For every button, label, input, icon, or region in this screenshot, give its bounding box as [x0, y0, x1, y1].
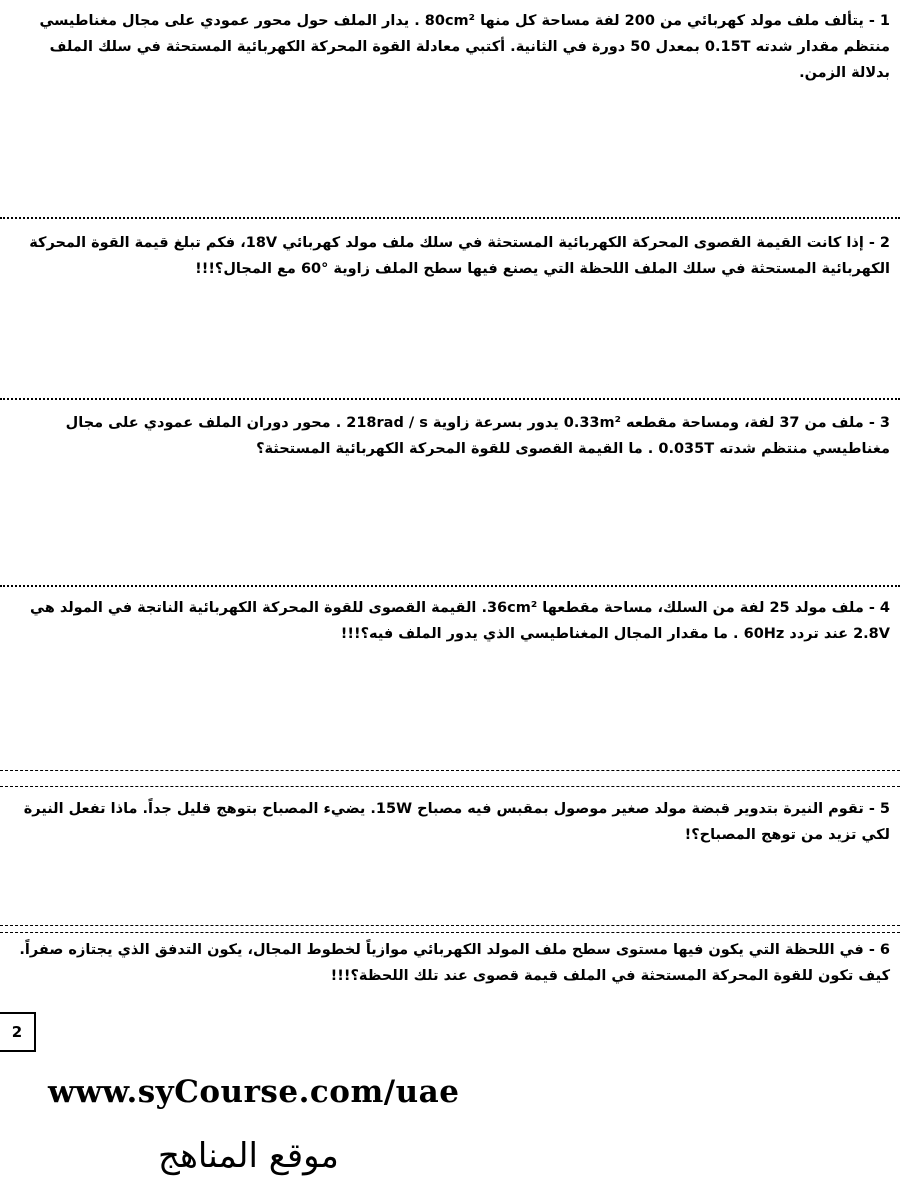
separator-3	[0, 585, 900, 587]
site-url[interactable]: www.syCourse.com/uae	[48, 1074, 460, 1110]
separator-1	[0, 217, 900, 219]
question-4: 4 - ملف مولد 25 لفة من السلك، مساحة مقطعها 36cm². القيمة القصوى للقوة المحركة الكهربائية الناتجة في المولد هي 2.8V عند تردد 60Hz . ما مقدار المجال المغناطيسي الذي يدور الملف فيه؟!!!	[30, 600, 890, 642]
question-2: 2 - إذا كانت القيمة القصوى المحركة الكهربائية المستحثة في سلك ملف مولد كهربائي 18V، فكم تبلغ قيمة القوة المحركة الكهربائية المستحثة في سلك الملف اللحظة التي يصنع فيها سطح الملف زاوية °60 مع المجال؟!!!	[29, 235, 890, 277]
separator-4	[0, 770, 900, 771]
question-1: 1 - يتألف ملف مولد كهربائي من 200 لفة مساحة كل منها 80cm² . يدار الملف حول محور عمودي على مجال مغناطيسي منتظم مقدار شدته 0.15T بمعدل 50 دورة في الثانية. أكتبي معادلة القوة المحركة الكهربائية المستحثة في سلك الملف بدلالة الزمن.	[39, 13, 890, 81]
separator-2	[0, 398, 900, 400]
site-name: موقع المناهج	[158, 1136, 339, 1176]
page-number: 2	[0, 1012, 36, 1052]
separator-4b	[0, 786, 900, 787]
question-5: 5 - تقوم النيرة بتدوير قبضة مولد صغير موصول بمقبس فيه مصباح 15W. يضيء المصباح بتوهج قليل جداً. ماذا تفعل النيرة لكي تزيد من توهج المصباح؟!	[23, 801, 890, 843]
question-6: 6 - في اللحظة التي يكون فيها مستوى سطح ملف المولد الكهربائي موازياً لخطوط المجال، يكون التدفق الذي يجتازه صفراً. كيف تكون للقوة المحركة المستحثة في الملف قيمة قصوى عند تلك اللحظة؟!!!	[19, 942, 890, 984]
question-3: 3 - ملف من 37 لفة، ومساحة مقطعه 0.33m² يدور بسرعة زاوية 218rad / s . محور دوران الملف عمودي على مجال مغناطيسي منتظم شدته 0.035T . ما القيمة القصوى للقوة المحركة الكهربائية المستحثة؟	[65, 415, 890, 457]
separator-5b	[0, 932, 900, 933]
separator-5	[0, 925, 900, 926]
